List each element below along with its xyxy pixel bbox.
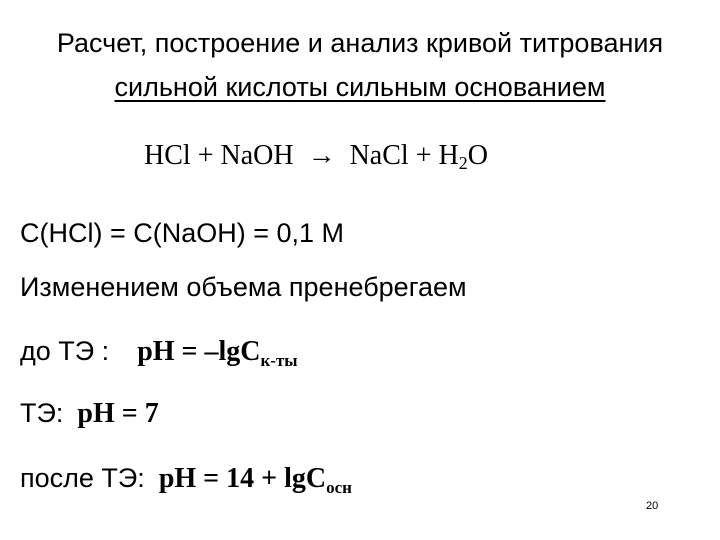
stage-before-formula-subscript: к-ты bbox=[260, 351, 298, 370]
stage-equivalence-label: ТЭ: bbox=[20, 398, 64, 428]
stage-after-formula-main: pH = 14 + lgC bbox=[158, 463, 327, 494]
product-water-subscript: 2 bbox=[458, 153, 468, 173]
slide-title-line-1: Расчет, построение и анализ кривой титрования bbox=[56, 28, 664, 58]
stage-after-formula bbox=[158, 463, 352, 497]
slide-title-line-2-text: сильной кислоты сильным основанием bbox=[114, 72, 606, 102]
stage-equivalence bbox=[20, 398, 159, 430]
stage-before-equivalence bbox=[20, 336, 298, 368]
slide-title-line-2 bbox=[0, 72, 720, 103]
product-water-h: H bbox=[438, 140, 459, 171]
stage-after-label: после ТЭ: bbox=[20, 463, 145, 493]
plus-sign-2: + bbox=[415, 140, 432, 171]
reaction-arrow-icon: → bbox=[307, 140, 336, 171]
reaction-equation bbox=[144, 140, 488, 172]
stage-after-formula-subscript: осн bbox=[326, 478, 352, 497]
reactant-hcl: HCl bbox=[144, 140, 191, 171]
reactant-naoh: NaOH bbox=[220, 140, 294, 171]
product-water-o: O bbox=[467, 140, 488, 171]
volume-note: Изменением объема пренебрегаем bbox=[20, 272, 467, 302]
stage-before-formula-main: pH = –lgC bbox=[137, 336, 261, 367]
page-number: 20 bbox=[646, 500, 659, 512]
product-nacl: NaCl bbox=[349, 140, 409, 171]
concentration-line: C(HCl) = C(NaOH) = 0,1 M bbox=[20, 218, 345, 248]
stage-before-formula bbox=[137, 336, 298, 370]
plus-sign-1: + bbox=[197, 140, 214, 171]
stage-equivalence-formula: pH = 7 bbox=[77, 398, 159, 429]
stage-before-label: до ТЭ : bbox=[20, 336, 110, 366]
product-water bbox=[438, 140, 487, 171]
stage-after-equivalence bbox=[20, 463, 352, 495]
